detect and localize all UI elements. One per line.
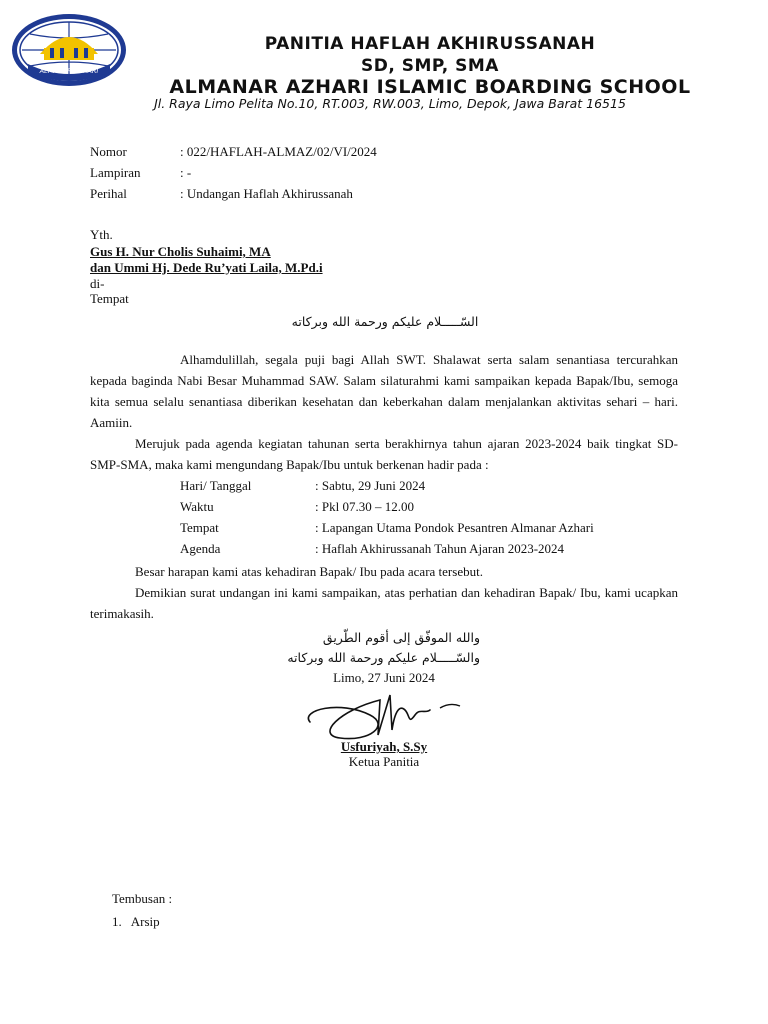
closing-place-date: Limo, 27 Juni 2024 xyxy=(333,670,435,685)
closing-arabic-2: والسّـــــلام عليكم ورحمة الله وبركاته xyxy=(287,650,480,665)
school-name: ALMANAR AZHARI ISLAMIC BOARDING SCHOOL xyxy=(169,76,691,98)
logo-emblem-icon xyxy=(10,12,128,88)
meta-label-perihal: Perihal xyxy=(90,186,127,201)
detail-value-place: : Lapangan Utama Pondok Pesantren Almanar Azhari xyxy=(315,520,594,535)
detail-value-time: : Pkl 07.30 – 12.00 xyxy=(315,499,414,514)
meta-value-nomor: : 022/HAFLAH-ALMAZ/02/VI/2024 xyxy=(180,144,377,159)
meta-value-perihal: : Undangan Haflah Akhirussanah xyxy=(180,186,353,201)
body-paragraph-1: Alhamdulillah, segala puji bagi Allah SWT. Shalawat serta salam senantiasa tercurahkan kepada baginda Nabi Besar Muhammad SAW. Salam silaturahmi kami sampaikan kepada Bapak/Ibu, semoga kita semua selalu senantiasa diberikan kesehatan dan keberkahan dalam menjalankan aktivitas sehari – hari. Aamiin. xyxy=(90,352,678,430)
body-paragraph-4: Demikian surat undangan ini kami sampaikan, atas perhatian dan kehadiran Bapak/ Ibu, kami ucapkan terimakasih. xyxy=(90,585,678,621)
school-address: Jl. Raya Limo Pelita No.10, RT.003, RW.003, Limo, Depok, Jawa Barat 16515 xyxy=(154,96,626,111)
salam-opening: السّـــــلام عليكم ورحمة الله وبركاته xyxy=(291,314,479,329)
recipient-yth: Yth. xyxy=(90,227,113,242)
logo-text: ALMANAR AZHARI xyxy=(39,67,99,75)
school-logo xyxy=(10,12,128,88)
recipient-di: di- xyxy=(90,276,105,291)
detail-value-agenda: : Haflah Akhirussanah Tahun Ajaran 2023-2024 xyxy=(315,541,565,556)
recipient-name-2: dan Ummi Hj. Dede Ru’yati Laila, M.Pd.i xyxy=(90,260,323,275)
cc-item-1: 1. Arsip xyxy=(112,914,160,929)
signer-name: Usfuriyah, S.Sy xyxy=(340,739,428,754)
school-levels: SD, SMP, SMA xyxy=(361,56,499,76)
recipient-name-1: Gus H. Nur Cholis Suhaimi, MA xyxy=(90,244,271,259)
signer-role: Ketua Panitia xyxy=(348,754,420,769)
cc-title: Tembusan : xyxy=(112,891,173,906)
recipient-tempat: Tempat xyxy=(90,291,129,306)
committee-title: PANITIA HAFLAH AKHIRUSSANAH xyxy=(264,34,596,54)
meta-label-lampiran: Lampiran xyxy=(90,165,141,180)
detail-label-date: Hari/ Tanggal xyxy=(180,478,252,493)
detail-value-date: : Sabtu, 29 Juni 2024 xyxy=(315,478,426,493)
closing-arabic-1: والله الموفّق إلى أقوم الطّريق xyxy=(322,630,480,645)
body-paragraph-3: Besar harapan kami atas kehadiran Bapak/ Ibu pada acara tersebut. xyxy=(135,564,483,579)
detail-label-time: Waktu xyxy=(180,499,214,514)
detail-label-place: Tempat xyxy=(180,520,219,535)
meta-label-nomor: Nomor xyxy=(90,144,127,159)
detail-label-agenda: Agenda xyxy=(180,541,221,556)
meta-value-lampiran: : - xyxy=(180,165,192,180)
body-paragraph-2: Merujuk pada agenda kegiatan tahunan serta berakhirnya tahun ajaran 2023-2024 baik tingkat SD-SMP-SMA, maka kami mengundang Bapak/Ibu untuk berkenan hadir pada : xyxy=(90,436,678,472)
